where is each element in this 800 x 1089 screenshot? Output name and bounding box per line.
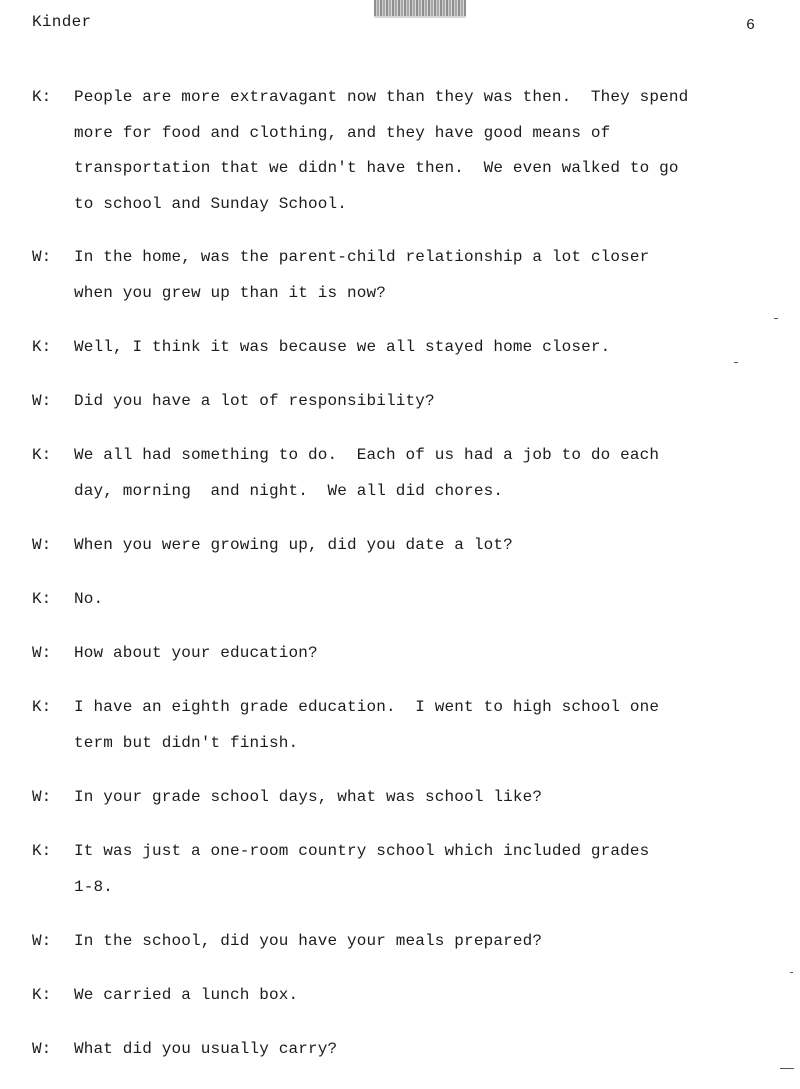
text-line: when you grew up than it is now? — [74, 283, 387, 302]
scan-speck — [774, 318, 778, 319]
scan-speck — [780, 1068, 794, 1069]
speaker-label: K: — [32, 446, 52, 464]
text-line: No. — [74, 590, 104, 608]
speaker-label: K: — [32, 698, 52, 716]
speaker-label: W: — [32, 248, 52, 266]
speaker-label: K: — [32, 986, 52, 1004]
entry-text — [74, 330, 764, 366]
text-line: 1-8. — [74, 877, 114, 896]
speaker-label: W: — [32, 644, 52, 662]
entry-text — [74, 978, 764, 1014]
scan-speck — [734, 362, 738, 363]
text-line: How about your education? — [74, 644, 318, 662]
entry-text — [74, 780, 764, 816]
text-line: more for food and clothing, and they have good means of — [74, 123, 611, 142]
text-line: In the school, did you have your meals prepared? — [74, 932, 543, 950]
entry-text — [74, 636, 764, 672]
text-line: term but didn't finish. — [74, 733, 299, 752]
text-line: In the home, was the parent-child relationship a lot closer — [74, 248, 650, 266]
text-line: It was just a one-room country school which included grades — [74, 842, 650, 860]
text-line: In your grade school days, what was school like? — [74, 788, 543, 806]
text-line: transportation that we didn't have then. We even walked to go — [74, 159, 679, 177]
speaker-label: W: — [32, 932, 52, 950]
speaker-label: W: — [32, 788, 52, 806]
text-line: When you were growing up, did you date a lot? — [74, 536, 513, 554]
speaker-label: K: — [32, 338, 52, 356]
text-line: We carried a lunch box. — [74, 986, 299, 1004]
scan-artifact — [374, 0, 466, 18]
text-line: What did you usually carry? — [74, 1040, 338, 1058]
entry-text — [74, 690, 764, 761]
text-line: People are more extravagant now than they was then. They spend — [74, 88, 689, 106]
entry-text — [74, 80, 764, 222]
text-line: day, morning and night. We all did chores. — [74, 481, 504, 500]
speaker-label: W: — [32, 392, 52, 410]
entry-text — [74, 384, 764, 420]
text-line: We all had something to do. Each of us had a job to do each — [74, 446, 660, 464]
speaker-label: W: — [32, 536, 52, 554]
header-interviewee-name: Kinder — [32, 13, 92, 31]
entry-text — [74, 834, 764, 905]
text-line: I have an eighth grade education. I went to high school one — [74, 698, 660, 716]
speaker-label: W: — [32, 1040, 52, 1058]
entry-text — [74, 240, 764, 311]
page-number: 6 — [746, 17, 756, 34]
text-line: Did you have a lot of responsibility? — [74, 392, 435, 410]
entry-text — [74, 1032, 764, 1068]
speaker-label: K: — [32, 88, 52, 106]
entry-text — [74, 528, 764, 564]
speaker-label: K: — [32, 842, 52, 860]
entry-text — [74, 924, 764, 960]
text-line: Well, I think it was because we all stayed home closer. — [74, 338, 611, 356]
speaker-label: K: — [32, 590, 52, 608]
entry-text — [74, 582, 764, 618]
entry-text — [74, 438, 764, 509]
text-line: to school and Sunday School. — [74, 194, 348, 213]
scan-speck — [790, 972, 793, 973]
